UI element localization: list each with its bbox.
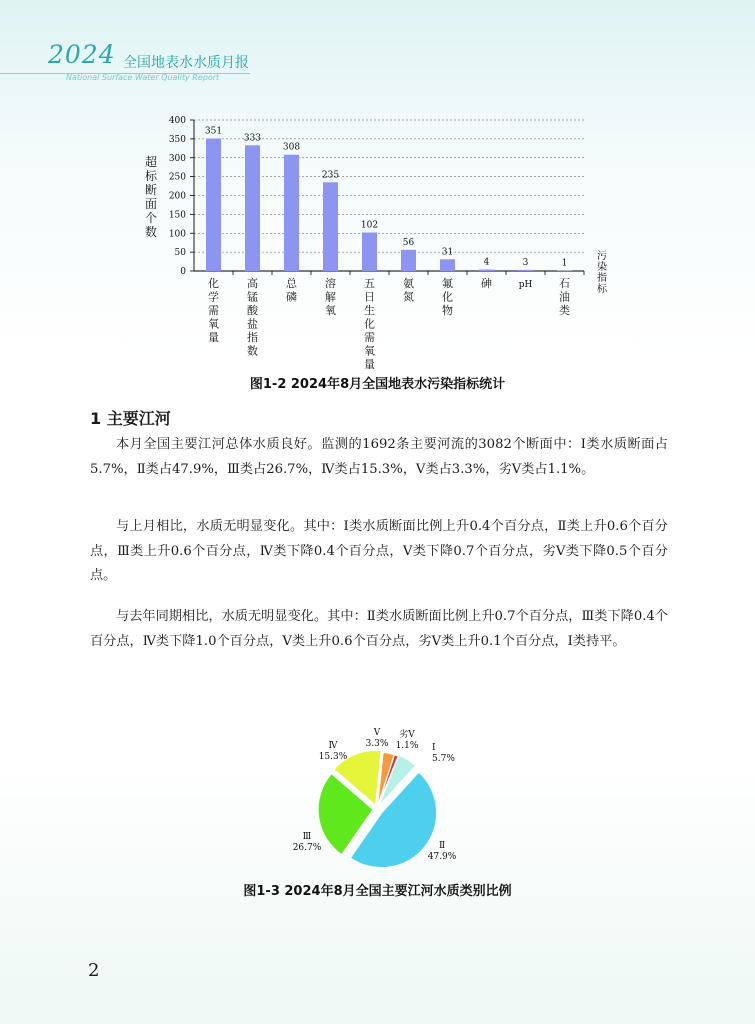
pie-percent-label: 15.3% [318,752,348,762]
category-label-char: 酸 [247,304,258,317]
category-label-char: 五 [364,277,375,290]
y-axis-label: 数 [144,225,158,239]
category-label-char: 化 [364,317,375,331]
bar-value-label: 308 [282,142,301,153]
category-label-char: 盐 [247,317,258,331]
figure-1-3-caption: 图1-3 2024年8月全国主要江河水质类别比例 [243,884,512,899]
y-tick-label: 250 [168,172,186,183]
bar [518,270,533,271]
bar-value-label: 56 [402,237,415,248]
category-label [442,276,453,317]
pie-percent-label: 3.3% [365,739,389,749]
category-label-char: 量 [364,358,375,371]
category-label-char: 化 [442,290,453,304]
pie-category-label: 劣Ⅴ [399,730,415,740]
category-label [247,276,259,358]
bar [440,259,455,271]
category-label-char: 总 [286,277,297,290]
pie-percent-label: 5.7% [432,754,455,764]
header-title: 全国地表水水质月报 [123,55,249,71]
pie-category-label: Ⅴ [373,728,381,738]
pie-percent-label: 26.7% [292,843,322,853]
category-label-char: 数 [247,344,258,358]
y-tick-label: 400 [168,116,186,126]
figure-1-2-caption: 图1-2 2024年8月全国地表水污染指标统计 [249,377,506,392]
pollution-indicator-bar-chart [130,110,640,375]
x-axis-label: 污 [597,251,607,262]
bar [401,250,416,271]
pie-percent-label: 1.1% [395,741,419,751]
category-label-char: 锰 [247,290,258,304]
bar-value-label: 4 [483,257,490,268]
paragraph-vs-last-month: 与上月相比，水质无明显变化。其中：Ⅰ类水质断面比例上升0.4个百分点，Ⅱ类上升0.6个百分点，Ⅲ类上升0.6个百分点，Ⅳ类下降0.4个百分点，Ⅴ类下降0.7个百分点，劣Ⅴ类下降0.5个百分点。 [90,519,668,583]
section-heading: 1 主要江河 [90,409,171,428]
y-axis-label: 超 [144,155,158,169]
category-label-char: 需 [208,304,219,317]
category-label-char: 氮 [403,290,414,304]
bar-value-label: 31 [441,247,454,258]
y-tick-label: 150 [168,210,186,221]
bar [245,145,260,271]
paragraph-overall: 本月全国主要江河总体水质良好。监测的1692条主要河流的3082个断面中：Ⅰ类水质断面占5.7%，Ⅱ类占47.9%，Ⅲ类占26.7%，Ⅳ类占15.3%，Ⅴ类占3.3%，劣Ⅴ类占1.1%。 [90,437,668,477]
category-label-char: 砷 [481,277,492,290]
page-number: 2 [88,960,100,981]
bar-value-label: 102 [360,220,379,231]
header-subtitle: National Surface Water Quality Report [66,73,220,82]
category-label [481,276,492,290]
category-label [325,276,336,317]
category-label [208,276,219,344]
y-tick-label: 0 [180,267,186,277]
x-axis-label: 染 [597,262,607,273]
header-year: 2024 [48,40,116,69]
bar [479,269,494,271]
category-label-char: 高 [247,277,258,290]
bar [284,155,299,271]
pie-category-label: Ⅱ [438,841,446,851]
pie-category-label: Ⅰ [432,743,436,753]
bar [323,182,338,271]
y-tick-label: 100 [168,229,186,240]
category-label-char: 日 [364,290,375,304]
category-label-char: 磷 [286,290,297,304]
y-axis-label: 面 [144,197,158,211]
bar-value-label: 3 [522,257,529,268]
category-label-char: 油 [559,290,570,304]
y-tick-label: 350 [168,134,186,145]
bar-value-label: 1 [561,258,568,269]
bar-value-label: 235 [321,170,340,181]
category-label-char: 量 [208,331,219,344]
category-label [403,276,414,304]
category-label-char: 氧 [208,317,219,331]
pie-percent-label: 47.9% [427,852,457,862]
category-label-char: 氧 [325,304,336,317]
bar [206,138,221,271]
category-label-char: 溶 [325,277,336,290]
y-tick-label: 50 [174,248,186,259]
category-label [364,277,375,371]
x-axis-label: 指 [597,273,607,284]
x-axis-label: 标 [597,284,607,295]
category-label-char: 生 [364,304,375,317]
category-label-char: 氧 [364,344,375,358]
category-label-char: 化 [208,277,219,290]
water-quality-pie-chart [285,722,485,872]
y-tick-label: 200 [168,191,186,202]
page-header [0,0,755,90]
y-tick-label: 300 [168,153,186,164]
category-label: pH [518,280,533,290]
y-axis-label: 个 [144,211,158,225]
pie-category-label: Ⅳ [328,741,338,751]
category-label-char: 解 [325,290,336,304]
category-label [559,277,570,317]
category-label-char: 学 [208,290,219,304]
category-label [286,277,298,304]
y-axis-label: 标 [144,169,158,183]
pie-category-label: Ⅲ [302,832,312,842]
bar-value-label: 333 [243,133,262,144]
category-label-char: 氟 [442,277,453,290]
category-label-char: 需 [364,331,375,344]
y-axis-label: 断 [144,183,158,197]
category-label-char: 类 [559,304,570,317]
category-label-char: 氨 [403,277,414,290]
bar-value-label: 351 [204,126,223,137]
category-label-char: 物 [442,304,453,317]
paragraph-vs-last-year: 与去年同期相比，水质无明显变化。其中：Ⅱ类水质断面比例上升0.7个百分点，Ⅲ类下降0.4个百分点，Ⅳ类下降1.0个百分点，Ⅴ类上升0.6个百分点，劣Ⅴ类上升0.1个百分点，Ⅰ类持平。 [90,609,668,649]
category-label-char: 石 [559,277,570,290]
category-label-char: 指 [247,331,258,344]
bar [362,232,377,271]
